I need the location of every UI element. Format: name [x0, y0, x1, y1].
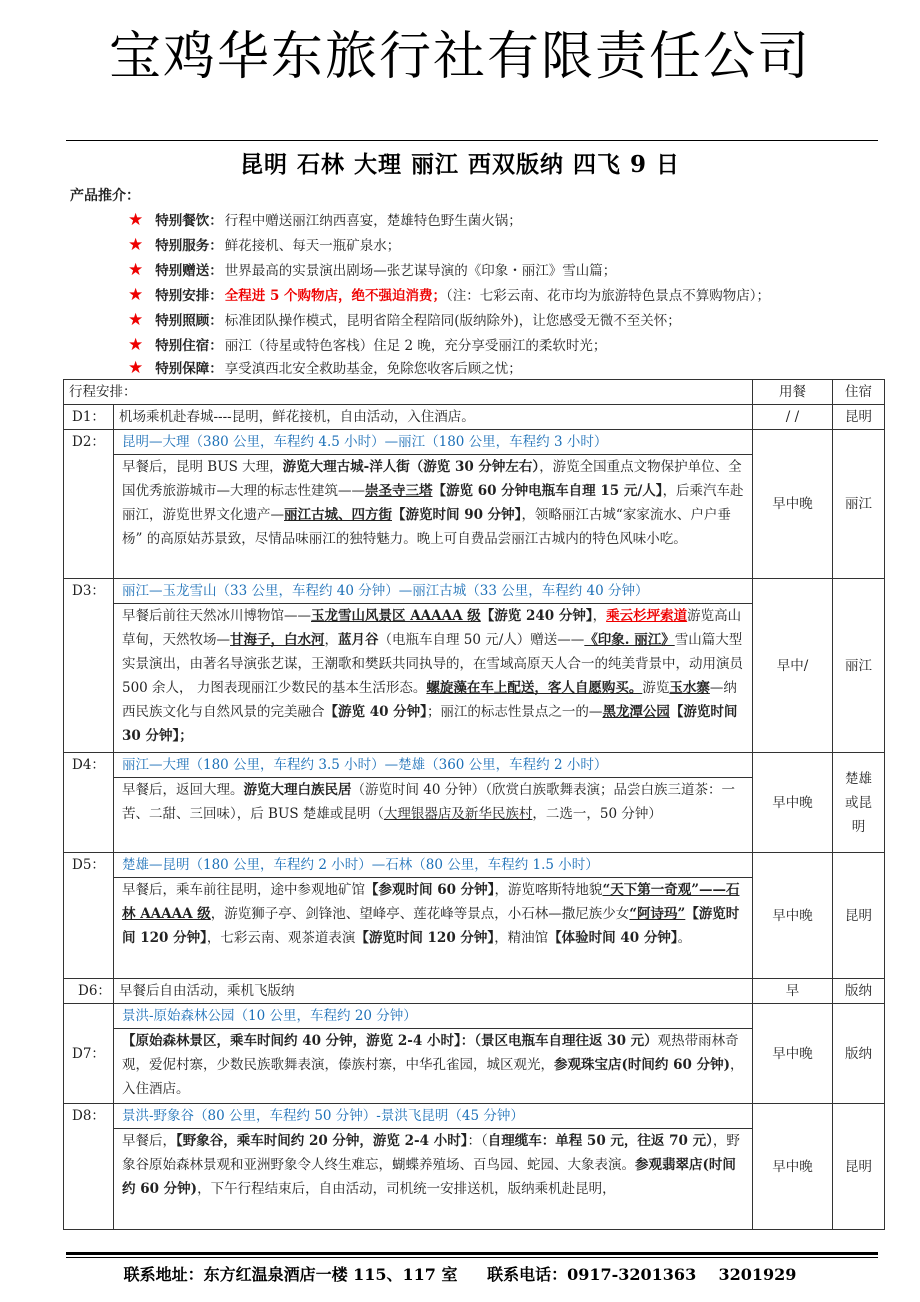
day-details: 早餐后前往天然冰川博物馆——玉龙雪山风景区 AAAAA 级【游览 240 分钟】，乘云杉坪索道游览高山草甸，天然牧场—甘海子，白水河，蓝月谷（电瓶车自理 50 元/人）赠送——《印象. 丽江》雪山篇大型实景演出，由著名导演张艺谋，王潮歌和樊跃共同执导的，在雪域高原天人合一的纯美背景中，动用演员 500 余人， 力图表现丽江少数民的基本生活形态。螺旋藻在车上配送，客人自愿购买。游览玉水寨—纳西民族文化与自然风景的完美融合【游览 40 分钟】；丽江的标志性景点之一的—黑龙潭公园【游览时间 30 分钟】；	[122, 608, 743, 744]
day-description: 机场乘机赴春城----昆明，鲜花接机，自由活动，入住酒店。	[114, 405, 753, 430]
meals-cell: 早中晚	[753, 853, 833, 979]
table-row	[64, 853, 885, 979]
feature-label: 特别赠送：	[155, 263, 223, 279]
schedule-header: 行程安排：	[64, 380, 753, 405]
stay-cell: 丽江	[833, 430, 885, 579]
contact-address: 联系地址：东方红温泉酒店一楼 115、117 室	[123, 1265, 458, 1284]
feature-item	[128, 357, 522, 378]
day-label: D2：	[64, 430, 114, 579]
stay-header: 住宿	[833, 380, 885, 405]
stay-cell: 版纳	[833, 979, 885, 1004]
feature-highlight: 全程进 5 个购物店，绝不强迫消费；	[224, 288, 447, 304]
day-details: 早餐后，昆明 BUS 大理，游览大理古城-洋人街（游览 30 分钟左右），游览全国重点文物保护单位、全国优秀旅游城市—大理的标志性建筑——崇圣寺三塔【游览 60 分钟电瓶车自理 15 元/人】，后乘汽车赴丽江，游览世界文化遗产—丽江古城、四方街【游览时间 90 分钟】，领略丽江古城“家家流水、户户垂杨” 的高原姑苏景致，尽情品味丽江的独特魅力。晚上可自费品尝丽江古城内的特色风味小吃。	[122, 459, 744, 547]
star-icon: ★	[128, 260, 144, 280]
table-row	[64, 979, 885, 1004]
day-description: 早餐后自由活动，乘机飞版纳	[114, 979, 753, 1004]
route-line: 楚雄—昆明（180 公里，车程约 2 小时）—石林（80 公里，车程约 1.5 小时）	[122, 857, 599, 873]
star-icon: ★	[128, 335, 144, 355]
stay-cell: 昆明	[833, 1104, 885, 1230]
meals-cell: / /	[753, 405, 833, 430]
table-row	[64, 753, 885, 853]
feature-text: 丽江（待星或特色客栈）住足 2 晚，充分享受丽江的柔软时光；	[224, 338, 607, 354]
stay-cell: 楚雄或昆明	[833, 753, 885, 853]
route-line: 景洪-原始森林公园（10 公里，车程约 20 分钟）	[122, 1008, 417, 1024]
day-label: D5：	[64, 853, 114, 979]
contact-phone: 联系电话：0917-3201363 3201929	[487, 1265, 797, 1284]
feature-text: 享受滇西北安全救助基金，免除您收客后顾之忧；	[224, 361, 522, 377]
day-label: D3：	[64, 579, 114, 753]
meals-cell: 早中晚	[753, 753, 833, 853]
tour-title: 昆明 石林 大理 丽江 西双版纳 四飞 9 日	[239, 151, 681, 178]
day-details: 早餐后，返回大理。游览大理白族民居（游览时间 40 分钟）（欣赏白族歌舞表演；品尝白族三道茶：一苦、二甜、三回味），后 BUS 楚雄或昆明（大理银器店及新华民族村，二选一，50 分钟）	[122, 782, 736, 822]
meals-cell: 早中晚	[753, 430, 833, 579]
feature-label: 特别照顾：	[155, 313, 223, 329]
feature-text: 标准团队操作模式，昆明省陪全程陪同(版纳除外)，让您感受无微不至关怀；	[224, 313, 681, 329]
feature-text: 世界最高的实景演出剧场—张艺谋导演的《印象・丽江》雪山篇；	[224, 263, 617, 279]
meals-cell: 早	[753, 979, 833, 1004]
star-icon: ★	[128, 358, 144, 378]
footer-divider-thick	[66, 1252, 878, 1255]
feature-text: 行程中赠送丽江纳西喜宴，楚雄特色野生菌火锅；	[224, 213, 522, 229]
itinerary-table	[63, 379, 885, 1230]
contact-footer	[0, 1262, 920, 1285]
day-label: D1：	[64, 405, 114, 430]
feature-item	[128, 234, 400, 255]
star-icon: ★	[128, 310, 144, 330]
meals-cell: 早中晚	[753, 1004, 833, 1104]
day-details: 早餐后，【野象谷，乘车时间约 20 分钟，游览 2-4 小时】：（自理缆车：单程 50 元，往返 70 元），野象谷原始森林景观和亚洲野象令人终生难忘，蝴蝶养殖场、百鸟园、蛇园、大象表演。参观翡翠店(时间约 60 分钟)，下午行程结束后，自由活动，司机统一安排送机，版纳乘机赴昆明，	[122, 1133, 740, 1197]
table-row	[64, 1004, 885, 1104]
stay-cell: 昆明	[833, 853, 885, 979]
day-description	[114, 1004, 753, 1104]
day-label: D6：	[64, 979, 114, 1004]
stay-cell: 丽江	[833, 579, 885, 753]
meals-cell: 早中/	[753, 579, 833, 753]
table-row	[64, 579, 885, 753]
day-description	[114, 430, 753, 579]
day-description	[114, 853, 753, 979]
title-divider	[66, 140, 878, 141]
feature-label: 特别服务：	[155, 238, 223, 254]
feature-item	[128, 259, 616, 280]
star-icon: ★	[128, 285, 144, 305]
table-row	[64, 1104, 885, 1230]
feature-label: 特别安排：	[155, 288, 223, 304]
meals-cell: 早中晚	[753, 1104, 833, 1230]
footer-divider-thin	[66, 1257, 878, 1258]
feature-item	[128, 284, 770, 305]
table-row	[64, 430, 885, 579]
feature-label: 特别餐饮：	[155, 213, 223, 229]
table-header-row	[64, 380, 885, 405]
table-row	[64, 405, 885, 430]
feature-item	[128, 209, 522, 230]
feature-text: 鲜花接机、每天一瓶矿泉水；	[224, 238, 401, 254]
stay-cell: 版纳	[833, 1004, 885, 1104]
feature-label: 特别住宿：	[155, 338, 223, 354]
route-line: 丽江—大理（180 公里，车程约 3.5 小时）—楚雄（360 公里，车程约 2 小时）	[122, 757, 608, 773]
route-line: 景洪-野象谷（80 公里，车程约 50 分钟）-景洪飞昆明（45 分钟）	[122, 1108, 524, 1124]
company-name: 宝鸡华东旅行社有限责任公司	[108, 27, 811, 87]
day-label: D8：	[64, 1104, 114, 1230]
day-description	[114, 579, 753, 753]
star-icon: ★	[128, 235, 144, 255]
day-description	[114, 1104, 753, 1230]
day-label: D4：	[64, 753, 114, 853]
feature-text: （注：七彩云南、花市均为旅游特色景点不算购物店）；	[446, 288, 771, 304]
day-description	[114, 753, 753, 853]
feature-item	[128, 334, 606, 355]
feature-item	[128, 309, 681, 330]
day-details: 【原始森林景区，乘车时间约 40 分钟，游览 2-4 小时】：（景区电瓶车自理往返 30 元）观热带雨林奇观，爱伲村寨，少数民族歌舞表演，傣族村寨，中华孔雀园，城区观光，参观珠宝店(时间约 60 分钟)，入住酒店。	[122, 1033, 744, 1097]
product-intro-heading: 产品推介：	[70, 188, 140, 204]
route-line: 丽江—玉龙雪山（33 公里，车程约 40 分钟）—丽江古城（33 公里，车程约 40 分钟）	[122, 583, 649, 599]
star-icon: ★	[128, 210, 144, 230]
day-details: 早餐后，乘车前往昆明，途中参观地矿馆【参观时间 60 分钟】，游览喀斯特地貌“天下第一奇观”——石林 AAAAA 级，游览狮子亭、剑锋池、望峰亭、莲花峰等景点，小石林—撒尼族少女“阿诗玛”【游览时间 120 分钟】，七彩云南、观茶道表演【游览时间 120 分钟】，精油馆【体验时间 40 分钟】。	[122, 882, 740, 946]
stay-cell: 昆明	[833, 405, 885, 430]
meals-header: 用餐	[753, 380, 833, 405]
day-label: D7：	[64, 1004, 114, 1104]
route-line: 昆明—大理（380 公里，车程约 4.5 小时）—丽江（180 公里，车程约 3 小时）	[122, 434, 608, 450]
feature-label: 特别保障：	[155, 361, 223, 377]
